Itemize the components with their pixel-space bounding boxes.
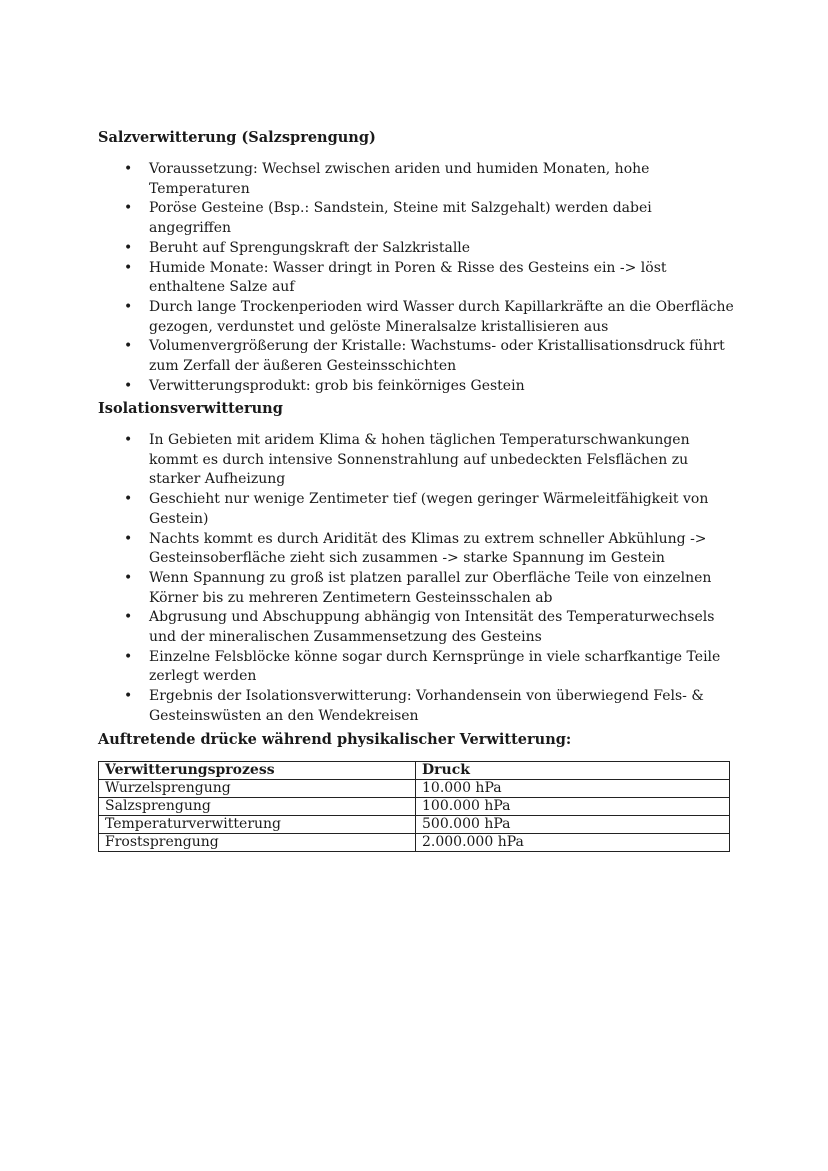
table-row [99, 780, 730, 798]
list-item-text: Humide Monate: Wasser dringt in Poren & Risse des Gesteins ein -> löst enthaltene Salze auf [149, 259, 667, 296]
bullet-icon: • [124, 298, 133, 315]
bullet-icon: • [124, 648, 133, 665]
list-item [98, 259, 738, 298]
list-item [98, 160, 738, 199]
table-cell-pressure: 2.000.000 hPa [416, 834, 730, 852]
list-item-text: Durch lange Trockenperioden wird Wasser durch Kapillarkräfte an die Oberfläche gezogen, verdunstet und gelöste Mineralsalze kristallisieren aus [149, 298, 734, 335]
list-item [98, 687, 738, 726]
section-heading-salzverwitterung: Salzverwitterung (Salzsprengung) [98, 129, 376, 146]
section-salzverwitterung [98, 128, 738, 396]
bullet-icon: • [124, 688, 133, 705]
bullet-icon: • [124, 338, 133, 355]
list-item-text: Poröse Gesteine (Bsp.: Sandstein, Steine mit Salzgehalt) werden dabei angegriffen [149, 200, 652, 237]
bullet-icon: • [124, 609, 133, 626]
list-item [98, 648, 738, 687]
list-item [98, 199, 738, 238]
section-isolationsverwitterung [98, 399, 738, 727]
table-cell-pressure: 500.000 hPa [416, 816, 730, 834]
list-item [98, 530, 738, 569]
column-header-process: Verwitterungsprozess [99, 762, 416, 780]
bullet-icon: • [124, 161, 133, 177]
bullet-icon: • [124, 530, 133, 547]
list-item-text: Geschieht nur wenige Zentimeter tief (wegen geringer Wärmeleitfähigkeit von Gestein) [149, 491, 709, 527]
table-header-row [99, 762, 730, 780]
list-item [98, 608, 738, 647]
table-cell-pressure: 100.000 hPa [416, 798, 730, 816]
list-item [98, 431, 738, 490]
bullet-list-isolationsverwitterung [98, 431, 738, 727]
list-item-text: Wenn Spannung zu groß ist platzen parallel zur Oberfläche Teile von einzelnen Körner bis zu mehreren Zentimetern Gesteinsschalen ab [149, 569, 712, 606]
list-item-text: Ergebnis der Isolationsverwitterung: Vorhandensein von überwiegend Fels- & Gesteinswüsten an den Wendekreisen [149, 688, 704, 724]
table-cell-process: Temperaturverwitterung [99, 816, 416, 834]
bullet-icon: • [124, 259, 133, 276]
table-cell-pressure: 10.000 hPa [416, 780, 730, 798]
column-header-pressure: Druck [416, 762, 730, 780]
table-row [99, 798, 730, 816]
list-item [98, 337, 738, 376]
list-item [98, 377, 738, 397]
section-heading-isolationsverwitterung: Isolationsverwitterung [98, 400, 283, 417]
section-heading-druecke: Auftretende drücke während physikalischer Verwitterung: [98, 731, 572, 748]
table-cell-process: Wurzelsprengung [99, 780, 416, 798]
list-item-text: Volumenvergrößerung der Kristalle: Wachstums- oder Kristallisationsdruck führt zum Zerfall der äußeren Gesteinsschichten [149, 338, 725, 375]
pressure-table [98, 761, 730, 852]
bullet-icon: • [124, 377, 133, 394]
list-item-text: Voraussetzung: Wechsel zwischen ariden und humiden Monaten, hohe Temperaturen [149, 161, 650, 197]
bullet-list-salzverwitterung [98, 160, 738, 396]
list-item [98, 239, 738, 259]
bullet-icon: • [124, 491, 133, 508]
section-druecke [98, 730, 738, 750]
list-item-text: Abgrusung und Abschuppung abhängig von Intensität des Temperaturwechsels und der mineralischen Zusammensetzung des Gesteins [149, 609, 715, 646]
list-item [98, 298, 738, 337]
table-row [99, 834, 730, 852]
list-item-text: Nachts kommt es durch Aridität des Klimas zu extrem schneller Abkühlung -> Gesteinsoberfläche zieht sich zusammen -> starke Spannung im Gestein [149, 530, 707, 567]
list-item-text: Verwitterungsprodukt: grob bis feinkörniges Gestein [149, 377, 525, 394]
table-cell-process: Salzsprengung [99, 798, 416, 816]
list-item [98, 490, 738, 529]
bullet-icon: • [124, 569, 133, 586]
list-item-text: Beruht auf Sprengungskraft der Salzkristalle [149, 239, 471, 256]
bullet-icon: • [124, 239, 133, 256]
list-item-text: Einzelne Felsblöcke könne sogar durch Kernsprünge in viele scharfkantige Teile zerlegt werden [149, 648, 721, 685]
bullet-icon: • [124, 432, 133, 448]
table-row [99, 816, 730, 834]
bullet-icon: • [124, 200, 133, 217]
table-cell-process: Frostsprengung [99, 834, 416, 852]
list-item-text: In Gebieten mit aridem Klima & hohen täglichen Temperaturschwankungen kommt es durch intensive Sonnenstrahlung auf unbedeckten Felsflächen zu starker Aufheizung [149, 432, 690, 488]
list-item [98, 569, 738, 608]
